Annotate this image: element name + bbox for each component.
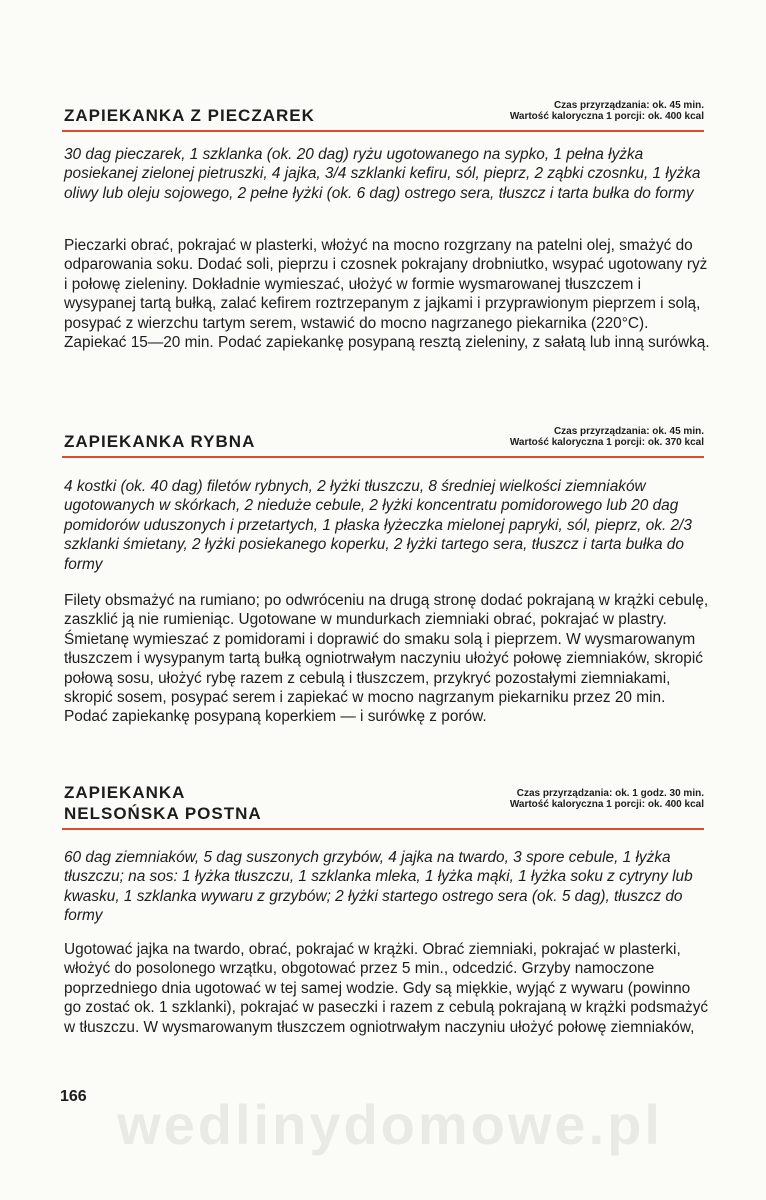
watermark: wedlinydomowe.pl (117, 1093, 663, 1156)
recipe-header (60, 410, 706, 458)
prep-time: Czas przyrządzania: ok. 1 godz. 30 min. (516, 788, 704, 799)
recipe-header (60, 84, 706, 132)
header-rule (62, 130, 704, 132)
calories: Wartość kaloryczna 1 porcji: ok. 400 kcal (509, 111, 704, 122)
calories: Wartość kaloryczna 1 porcji: ok. 370 kcal (509, 437, 704, 448)
recipe-zapiekanka-rybna (60, 410, 706, 458)
recipe-title: ZAPIEKANKA Z PIECZAREK (64, 106, 315, 125)
ingredients-text: 4 kostki (ok. 40 dag) filetów rybnych, 2 łyżki tłuszczu, 8 średniej wielkości ziemniaków ugotowanych w skórkach, 2 nieduże cebule, 2 łyżki koncentratu pomidorowego lub 20 dag pomidorów uduszonych i przetartych, 1 płaska łyżeczka mielonej papryki, sól, pieprz, ok. 2/3 szklanki śmietany, 2 łyżki posiekanego koperku, 2 łyżki tartego sera, tłuszcz i tarta bułka do formy (64, 478, 692, 573)
calories: Wartość kaloryczna 1 porcji: ok. 400 kcal (509, 799, 704, 810)
page-number: 166 (60, 1088, 87, 1105)
method-text: Filety obsmażyć na rumiano; po odwróceniu na drugą stronę dodać pokrajaną w krążki cebulę, zaszklić ją nie rumieniąc. Ugotowane w mundurkach ziemniaki obrać, pokrajać w plastry. Śmietanę wymieszać z pomidorami i doprawić do smaku solą i pieprzem. W wysmarowanym tłuszczem i wysypanym tartą bułką ogniotrwałym naczyniu ułożyć połowę ziemniaków, skropić połową sosu, ułożyć rybę razem z cebulą i tłuszczem, przykryć pozostałymi ziemniakami, skropić sosem, posypać serem i zapiekać w mocno nagrzanym piekarniku przez 20 min. Podać zapiekankę posypaną koperkiem — i surówkę z porów. (64, 592, 709, 726)
recipe-meta (510, 100, 704, 122)
header-rule (62, 828, 704, 830)
recipe-title: ZAPIEKANKA RYBNA (64, 432, 256, 451)
recipe-zapiekanka-z-pieczarek (60, 84, 706, 132)
recipe-meta (510, 788, 704, 810)
header-rule (62, 456, 704, 458)
prep-time: Czas przyrządzania: ok. 45 min. (553, 426, 704, 437)
recipe-meta (510, 426, 704, 448)
prep-time: Czas przyrządzania: ok. 45 min. (553, 100, 704, 111)
ingredients-text: 60 dag ziemniaków, 5 dag suszonych grzybów, 4 jajka na twardo, 3 spore cebule, 1 łyżka tłuszczu; na sos: 1 łyżka tłuszczu, 1 szklanka mleka, 1 łyżka mąki, 1 łyżka soku z cytryny lub kwasku, 1 szklanka wywaru z grzybów; 2 łyżki startego ostrego sera (ok. 5 dag), tłuszcz do formy (64, 849, 693, 925)
recipe-title: ZAPIEKANKA NELSOŃSKA POSTNA (64, 783, 262, 823)
method-text: Pieczarki obrać, pokrajać w plasterki, włożyć na mocno rozgrzany na patelni olej, smażyć do odparowania soku. Dodać soli, pieprzu i czosnek pokrajany drobniutko, wsypać ugotowany ryż i połowę zieleniny. Dokładnie wymieszać, ułożyć w formie wysmarowanej tłuszczem i wysypanej tartą bułką, zalać kefirem roztrzepanym z jajkami i przyprawionym pieprzem i solą, posypać z wierzchu tartym serem, wstawić do mocno nagrzanego piekarnika (220°C). Zapiekać 15—20 min. Podać zapiekankę posypaną resztą zieleniny, z sałatą lub inną surówką. (64, 237, 710, 352)
recipe-header (60, 772, 706, 830)
recipe-zapiekanka-nelsonska-postna (60, 772, 706, 830)
ingredients-text: 30 dag pieczarek, 1 szklanka (ok. 20 dag) ryżu ugotowanego na sypko, 1 pełna łyżka posiekanej zielonej pietruszki, 4 jajka, 3/4 szklanki kefiru, sól, pieprz, 2 ząbki czosnku, 1 łyżka oliwy lub oleju sojowego, 2 pełne łyżki (ok. 6 dag) ostrego sera, tłuszcz i tarta bułka do formy (64, 146, 701, 202)
method-text: Ugotować jajka na twardo, obrać, pokrajać w krążki. Obrać ziemniaki, pokrajać w plasterki, włożyć do posolonego wrzątku, obgotować przez 5 min., odcedzić. Grzyby namoczone poprzedniego dnia ugotować w tej samej wodzie. Gdy są miękkie, wyjąć z wywaru (powinno go zostać ok. 1 szklanki), pokrajać w paseczki i razem z cebulą pokrajaną w krążki podsmażyć w tłuszczu. W wysmarowanym tłuszczem ogniotrwałym naczyniu ułożyć połowę ziemniaków, (64, 941, 709, 1036)
